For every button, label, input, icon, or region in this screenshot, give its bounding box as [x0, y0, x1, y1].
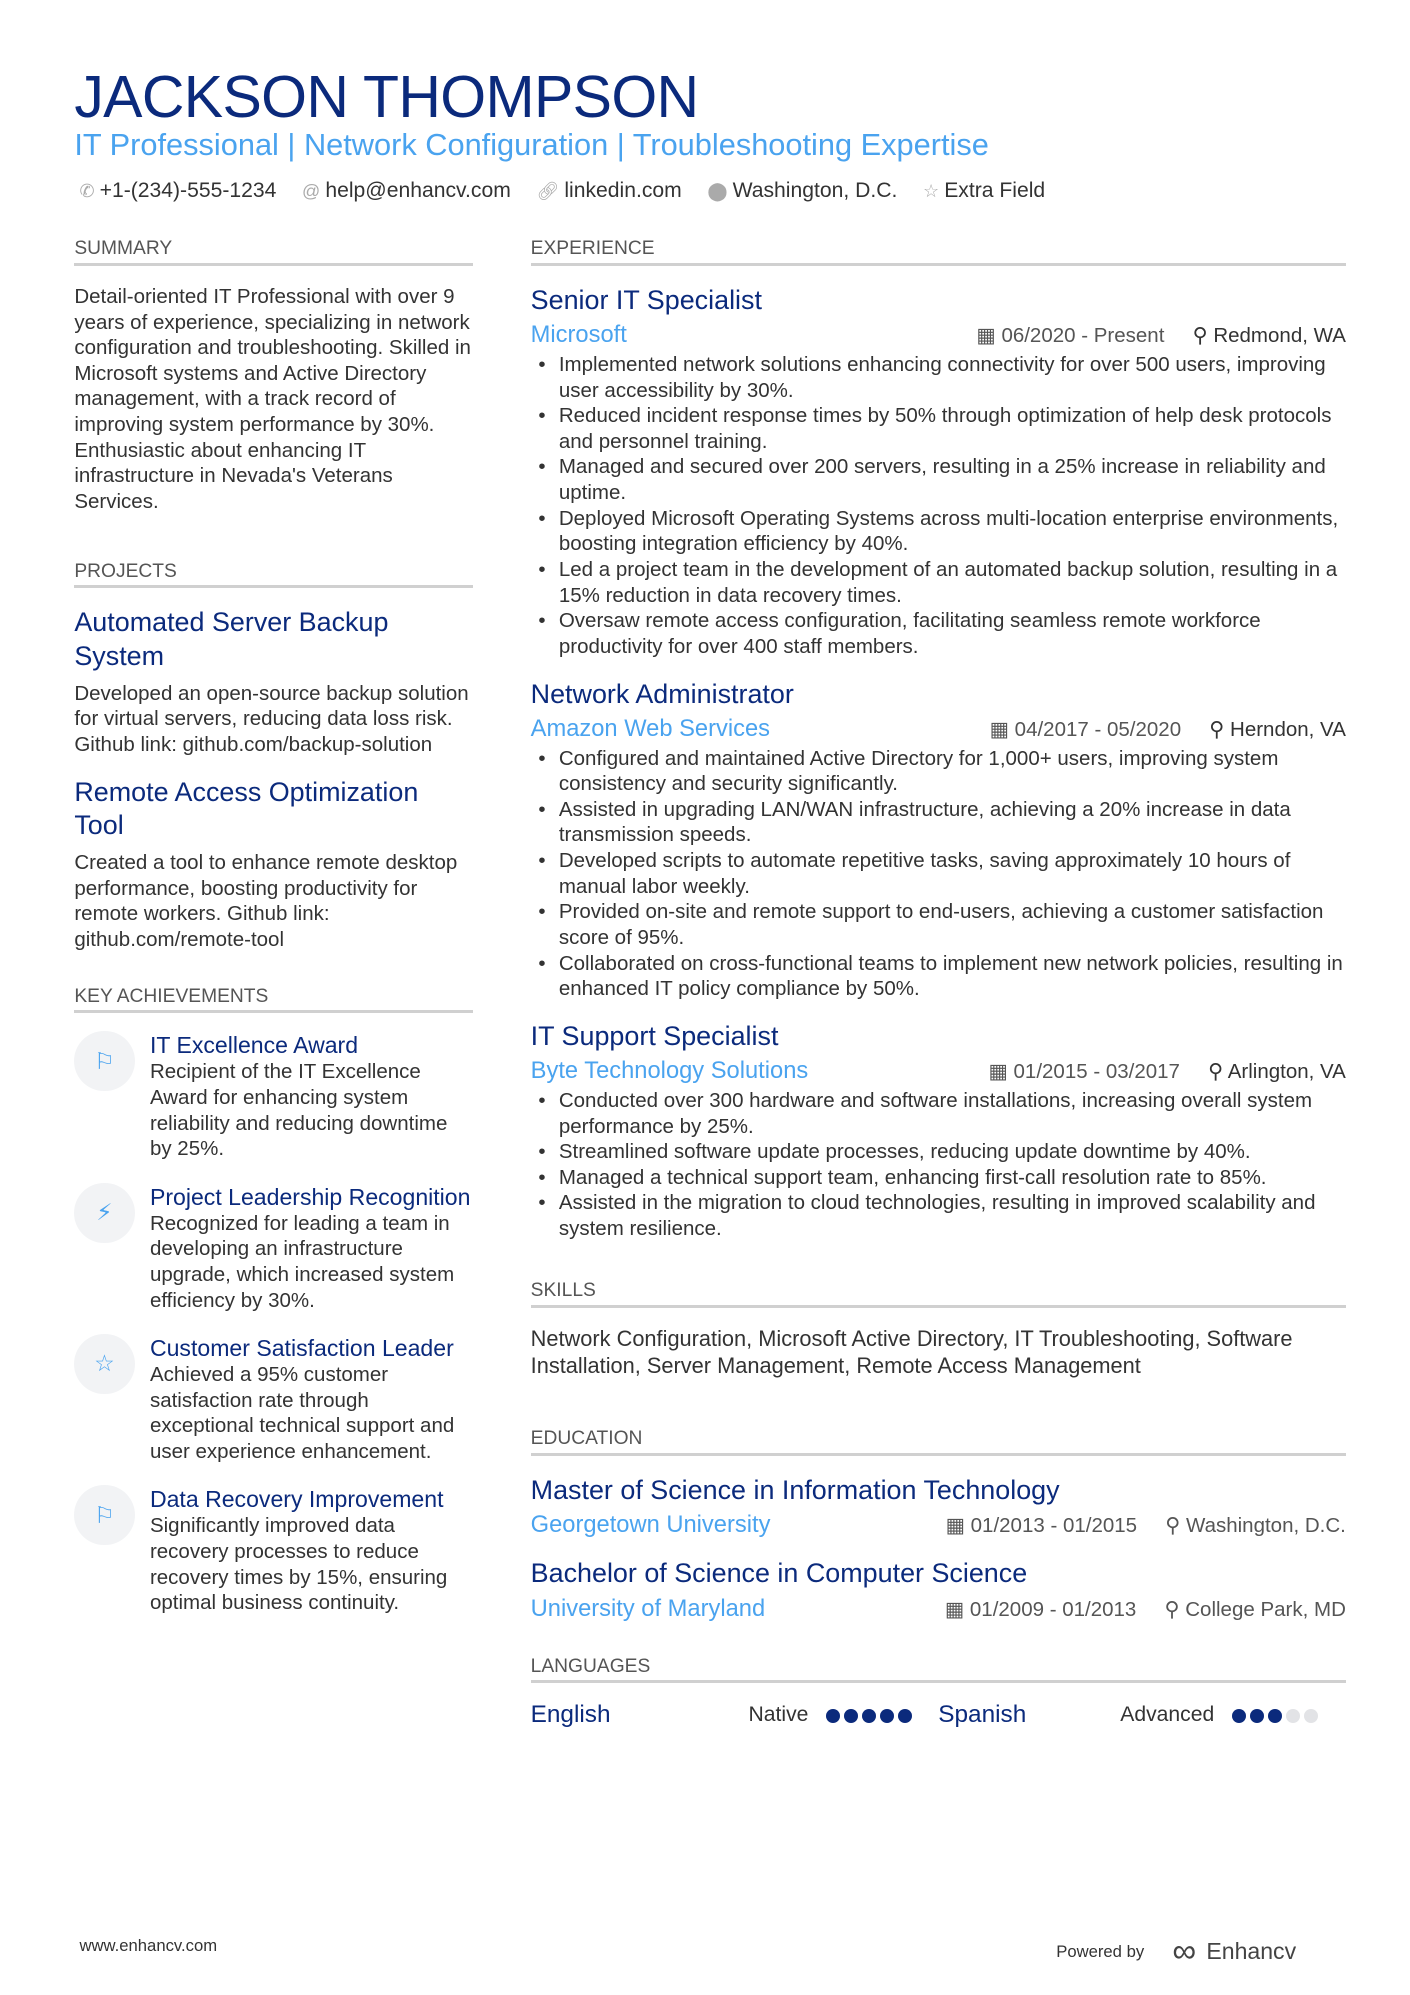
flag-icon: ⚐: [74, 1031, 134, 1091]
achievement-description: Recognized for leading a team in developing an infrastructure upgrade, which increased system efficiency by 30%.: [149, 1211, 455, 1312]
language-rating: [826, 1702, 916, 1729]
contact-text: help@enhancv.com: [325, 179, 511, 203]
job-dates-location: [988, 1059, 1345, 1084]
bullet-item: • Assisted in upgrading LAN/WAN infrastructure, achieving a 20% increase in data transmission speeds.: [531, 797, 1346, 848]
language-level: Advanced: [1120, 1703, 1215, 1727]
language-name: English: [530, 1701, 611, 1729]
school-name: Georgetown University: [530, 1512, 771, 1539]
education-location: [1165, 1597, 1346, 1622]
enhancv-logo: [1172, 1933, 1296, 1971]
achievement-body: [150, 1183, 473, 1314]
bullet-item: • Configured and maintained Active Directory for 1,000+ users, improving system consistency and security significantly.: [531, 746, 1346, 797]
bullet-item: • Managed and secured over 200 servers, resulting in a 25% increase in reliability and uptime.: [531, 454, 1346, 505]
job-bullets: [531, 746, 1346, 1002]
company-name: Microsoft: [530, 322, 627, 349]
job-bullets: [531, 1088, 1346, 1242]
achievement-title: IT Excellence Award: [149, 1032, 359, 1059]
language-level: Native: [748, 1703, 809, 1727]
rating-dot: [1268, 1709, 1282, 1723]
section-title-projects: PROJECTS: [74, 561, 473, 589]
rating-dot: [1250, 1709, 1264, 1723]
job-bullets: [531, 352, 1346, 660]
at-icon: @: [302, 181, 321, 202]
footer-website[interactable]: www.enhancv.com: [79, 1935, 218, 1955]
location-icon: ⬤: [707, 181, 728, 202]
education-dates-location: [945, 1597, 1346, 1622]
degree-title: Master of Science in Information Technology: [530, 1474, 1060, 1505]
experience-list: [531, 284, 1346, 1242]
job-title: IT Support Specialist: [530, 1020, 779, 1051]
location-icon: ⚲: [1192, 324, 1214, 348]
education-meta: [531, 1512, 1346, 1539]
bullet-item: • Provided on-site and remote support to end-users, achieving a customer satisfaction score of 95%.: [531, 899, 1346, 950]
section-title-achievements: KEY ACHIEVEMENTS: [74, 986, 473, 1014]
location-text: Herndon, VA: [1230, 718, 1346, 741]
skills-text: Network Configuration, Microsoft Active Directory, IT Troubleshooting, Software Installation, Server Management, Remote Access Management: [530, 1325, 1293, 1378]
company-name: Byte Technology Solutions: [530, 1058, 809, 1085]
achievement-description: Achieved a 95% customer satisfaction rate through exceptional technical support and user experience enhancement.: [149, 1362, 455, 1463]
contact-bar: [79, 179, 1045, 203]
bullet-item: • Managed a technical support team, enhancing first-call resolution rate to 85%.: [531, 1165, 1346, 1191]
candidate-name: JACKSON THOMPSON: [74, 65, 699, 131]
left-column: [74, 238, 473, 1636]
link-icon: 🔗︎: [536, 181, 560, 202]
contact-text: linkedin.com: [564, 179, 682, 203]
achievement-body: [150, 1334, 473, 1465]
magic-wand-icon: ⚡︎: [74, 1183, 134, 1243]
location-icon: ⚲: [1164, 1597, 1186, 1621]
location-icon: ⚲: [1209, 718, 1231, 741]
location-icon: ⚲: [1165, 1514, 1186, 1538]
bullet-item: • Streamlined software update processes, reducing update downtime by 40%.: [531, 1139, 1346, 1165]
achievement-item: [74, 1485, 473, 1616]
language-item: [938, 1701, 1346, 1729]
location-text: College Park, MD: [1185, 1597, 1346, 1621]
bullet-item: • Reduced incident response times by 50% through optimization of help desk protocols and personnel training.: [531, 403, 1346, 454]
education-dates: [945, 1597, 1137, 1622]
section-title-experience: EXPERIENCE: [531, 238, 1346, 266]
job-location: [1208, 1059, 1346, 1084]
job-meta: [531, 716, 1346, 743]
language-name: Spanish: [938, 1701, 1027, 1729]
job-entry: [531, 678, 1346, 1002]
bullet-item: • Developed scripts to automate repetitive tasks, saving approximately 10 hours of manual labor weekly.: [531, 848, 1346, 899]
project-item: [74, 606, 473, 757]
summary-text: Detail-oriented IT Professional with over 9 years of experience, specializing in network configuration and troubleshooting. Skilled in Microsoft systems and Active Directory management, with a track record of improving system performance by 30%. Enthusiastic about enhancing IT infrastructure in Nevada's Veterans Services.: [74, 284, 471, 514]
bullet-item: • Conducted over 300 hardware and software installations, increasing overall system performance by 25%.: [531, 1088, 1346, 1139]
rating-dot: [826, 1709, 840, 1723]
language-item: [531, 1701, 939, 1729]
achievement-body: [150, 1485, 473, 1616]
contact-text: Extra Field: [944, 179, 1046, 203]
education-entry: [531, 1474, 1346, 1539]
contact-phone: [79, 179, 276, 203]
powered-by-label: Powered by: [1056, 1941, 1145, 1961]
job-title: Senior IT Specialist: [530, 284, 762, 315]
job-title: Network Administrator: [530, 678, 794, 709]
rating-dot: [1304, 1709, 1318, 1723]
calendar-icon: ▦: [988, 1060, 1014, 1084]
dates-text: 01/2013 - 01/2015: [970, 1514, 1138, 1538]
achievement-title: Customer Satisfaction Leader: [149, 1334, 454, 1361]
calendar-icon: ▦: [945, 1514, 971, 1538]
bullet-item: • Implemented network solutions enhancing connectivity for over 500 users, improving user accessibility by 30%.: [531, 352, 1346, 403]
achievement-description: Significantly improved data recovery processes to reduce recovery times by 15%, ensuring optimal business continuity.: [149, 1514, 448, 1615]
section-title-languages: LANGUAGES: [531, 1656, 1346, 1684]
dates-text: 01/2015 - 03/2017: [1013, 1060, 1180, 1084]
achievements-list: [74, 1031, 473, 1616]
contact-email[interactable]: [302, 179, 511, 203]
education-entry: [531, 1557, 1346, 1622]
projects-list: [74, 606, 473, 952]
achievement-description: Recipient of the IT Excellence Award for enhancing system reliability and reducing downtime by 25%.: [149, 1060, 448, 1161]
job-location: [1209, 717, 1346, 742]
achievement-title: Data Recovery Improvement: [149, 1486, 444, 1513]
flag-icon: ⚐: [74, 1485, 134, 1545]
job-meta: [531, 1058, 1346, 1085]
language-rating: [1232, 1702, 1322, 1729]
project-title: Automated Server Backup System: [74, 607, 389, 671]
candidate-title: IT Professional | Network Configuration | Troubleshooting Expertise: [74, 126, 989, 162]
degree-title: Bachelor of Science in Computer Science: [530, 1558, 1028, 1589]
job-dates-location: [990, 717, 1346, 742]
job-entry: [531, 1020, 1346, 1242]
company-name: Amazon Web Services: [530, 716, 770, 742]
rating-dot: [880, 1709, 894, 1723]
contact-link[interactable]: [536, 179, 681, 203]
bullet-item: • Oversaw remote access configuration, facilitating seamless remote workforce productivity for over 400 staff members.: [531, 608, 1346, 659]
job-dates: [990, 717, 1182, 742]
project-description: Developed an open-source backup solution for virtual servers, reducing data loss risk. Github link: github.com/backup-solution: [74, 681, 469, 756]
rating-dot: [1232, 1709, 1246, 1723]
rating-dot: [862, 1709, 876, 1723]
calendar-icon: ▦: [944, 1597, 970, 1621]
location-icon: ⚲: [1208, 1060, 1228, 1084]
section-title-education: EDUCATION: [531, 1428, 1346, 1456]
rating-dot: [844, 1709, 858, 1723]
phone-icon: ✆: [79, 181, 95, 202]
project-title: Remote Access Optimization Tool: [74, 776, 419, 840]
location-text: Washington, D.C.: [1185, 1514, 1346, 1538]
section-title-summary: SUMMARY: [74, 238, 473, 266]
school-name: University of Maryland: [530, 1595, 766, 1622]
achievement-item: [74, 1334, 473, 1465]
contact-text: Washington, D.C.: [732, 179, 898, 203]
education-dates: [946, 1513, 1138, 1538]
contact-location: [707, 179, 897, 203]
job-location: [1193, 323, 1346, 348]
star-icon: ☆: [922, 181, 940, 202]
project-description: Created a tool to enhance remote desktop performance, boosting productivity for remote workers. Github link: github.com/remote-tool: [74, 850, 458, 951]
job-dates-location: [976, 323, 1346, 348]
location-text: Redmond, WA: [1213, 324, 1346, 348]
education-location: [1165, 1513, 1346, 1538]
rating-dot: [1286, 1709, 1300, 1723]
rating-dot: [898, 1709, 912, 1723]
job-dates: [988, 1059, 1180, 1084]
calendar-icon: ▦: [976, 324, 1002, 348]
bullet-item: • Led a project team in the development of an automated backup solution, resulting in a 15% reduction in data recovery times.: [531, 557, 1346, 608]
calendar-icon: ▦: [989, 718, 1015, 741]
dates-text: 06/2020 - Present: [1001, 324, 1165, 348]
education-meta: [531, 1596, 1346, 1623]
right-column: [531, 238, 1346, 1729]
achievement-item: [74, 1183, 473, 1314]
achievement-body: [150, 1031, 473, 1162]
dates-text: 04/2017 - 05/2020: [1014, 718, 1182, 741]
job-meta: [531, 322, 1346, 349]
bullet-item: • Collaborated on cross-functional teams to implement new network policies, resulting in enhanced IT policy compliance by 50%.: [531, 951, 1346, 1002]
location-text: Arlington, VA: [1227, 1060, 1346, 1084]
project-item: [74, 776, 473, 953]
education-list: [531, 1474, 1346, 1623]
contact-extra: [923, 179, 1045, 203]
bullet-item: • Deployed Microsoft Operating Systems across multi-location enterprise environments, boosting integration efficiency by 40%.: [531, 506, 1346, 557]
achievement-item: [74, 1031, 473, 1162]
footer-powered: [1056, 1933, 1296, 1971]
job-entry: [531, 284, 1346, 660]
languages-list: [531, 1701, 1346, 1729]
achievement-title: Project Leadership Recognition: [149, 1183, 471, 1210]
job-dates: [976, 323, 1164, 348]
infinity-icon: ∞: [1172, 1932, 1197, 1970]
contact-text: +1-(234)-555-1234: [99, 179, 277, 203]
dates-text: 01/2009 - 01/2013: [969, 1597, 1137, 1621]
bullet-item: • Assisted in the migration to cloud technologies, resulting in improved scalability and system resilience.: [531, 1190, 1346, 1241]
education-dates-location: [946, 1513, 1346, 1538]
section-title-skills: SKILLS: [531, 1280, 1346, 1308]
brand-name: Enhancv: [1206, 1938, 1297, 1965]
star-icon: ☆: [74, 1334, 134, 1394]
